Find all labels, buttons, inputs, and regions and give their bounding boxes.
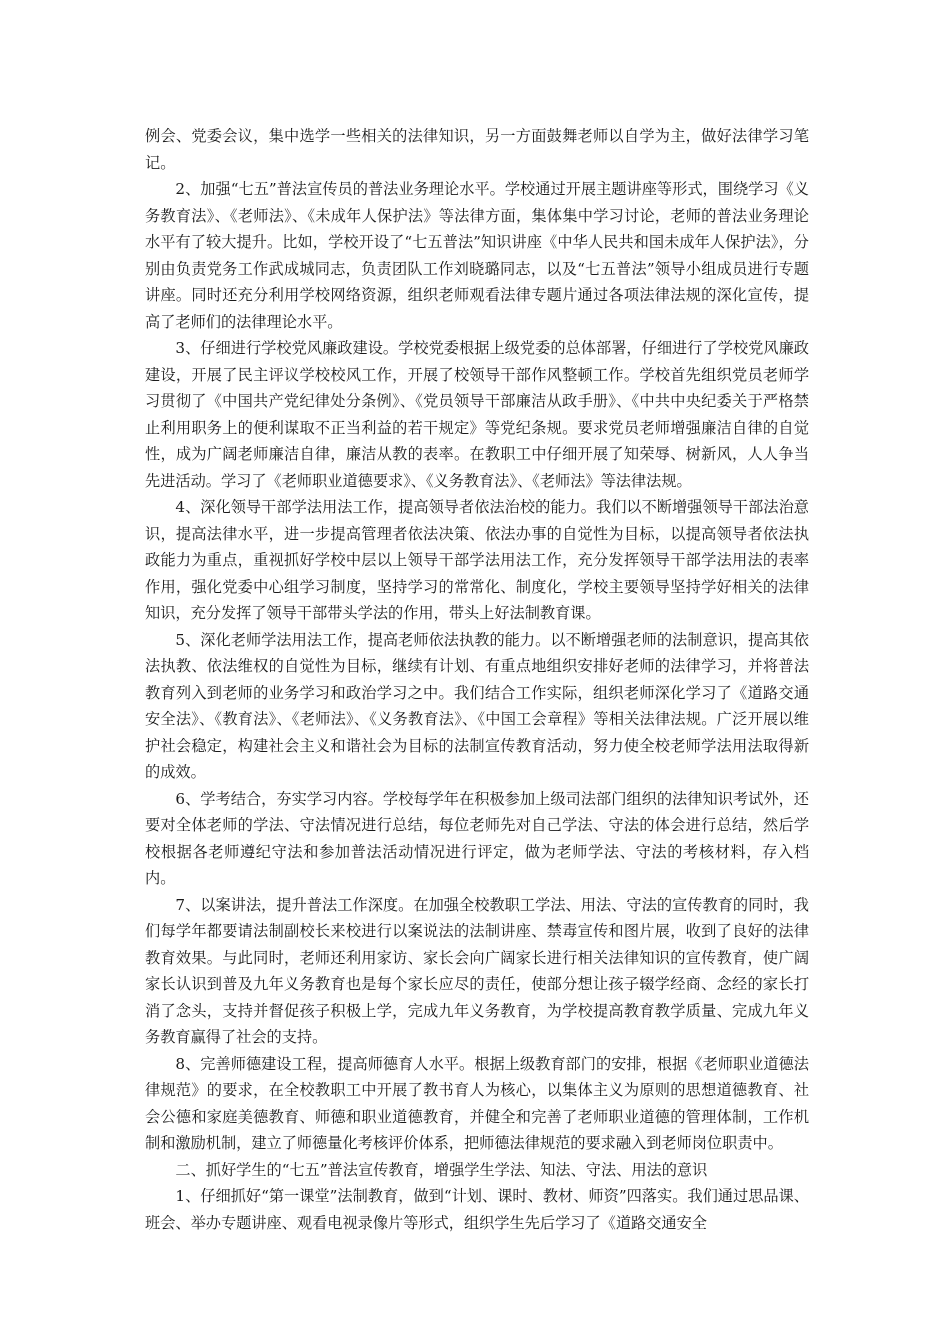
paragraph-item-5: 5、深化老师学法用法工作，提高老师依法执教的能力。以不断增强老师的法制意识，提高其依法执教、依法维权的自觉性为目标，继续有计划、有重点地组织安排好老师的法律学习，并将普法教育列入到老师的业务学习和政治学习之中。我们结合工作实际，组织老师深化学习了《道路交通安全法》、《教育法》、《老师法》、《义务教育法》、《中国工会章程》等相关法律法规。广泛开展以维护社会稳定，构建社会主义和谐社会为目标的法制宣传教育活动，努力使全校老师学法用法取得新的成效。 [145, 630, 809, 781]
paragraph-item-3: 3、仔细进行学校党风廉政建设。学校党委根据上级党委的总体部署，仔细进行了学校党风廉政建设，开展了民主评议学校校风工作，开展了校领导干部作风整顿工作。学校首先组织党员老师学习贯彻了《中国共产党纪律处分条例》、《党员领导干部廉洁从政手册》、《中共中央纪委关于严格禁止利用职务上的便利谋取不正当利益的若干规定》等党纪条规。要求党员老师增强廉洁自律的自觉性，成为广阔老师廉洁自律，廉洁从教的表率。在教职工中仔细开展了知荣辱、树新风，人人争当先进活动。学习了《老师职业道德要求》、《义务教育法》、《老师法》等法律法规。 [145, 339, 809, 490]
paragraph-item-2: 2、加强“七五”普法宣传员的普法业务理论水平。学校通过开展主题讲座等形式，围绕学习《义务教育法》、《老师法》、《未成年人保护法》等法律方面，集体集中学习讨论，老师的普法业务理论水平有了较大提升。比如，学校开设了“七五普法”知识讲座《中华人民共和国未成年人保护法》，分别由负责党务工作武成城同志，负责团队工作刘晓璐同志，以及“七五普法”领导小组成员进行专题讲座。同时还充分利用学校网络资源，组织老师观看法律专题片通过各项法律法规的深化宣传，提高了老师们的法律理论水平。 [145, 180, 809, 331]
document-body [145, 123, 809, 1236]
paragraph-item-7: 7、以案讲法，提升普法工作深度。在加强全校教职工学法、用法、守法的宣传教育的同时，我们每学年都要请法制副校长来校进行以案说法的法制讲座、禁毒宣传和图片展，收到了良好的法律教育效果。与此同时，老师还利用家访、家长会向广阔家长进行相关法律知识的宣传教育，使广阔家长认识到普及九年义务教育也是每个家长应尽的责任，使部分想让孩子辍学经商、念经的家长打消了念头，支持并督促孩子积极上学，完成九年义务教育，为学校提高教育教学质量、完成九年义务教育赢得了社会的支持。 [145, 895, 809, 1046]
paragraph-item-6: 6、学考结合，夯实学习内容。学校每学年在积极参加上级司法部门组织的法律知识考试外，还要对全体老师的学法、守法情况进行总结，每位老师先对自己学法、守法的体会进行总结，然后学校根据各老师遵纪守法和参加普法活动情况进行评定，做为老师学法、守法的考核材料，存入档内。 [145, 789, 809, 887]
section-heading-2: 二、抓好学生的“七五”普法宣传教育，增强学生学法、知法、守法、用法的意识 [175, 1160, 708, 1179]
paragraph-section2-item-1: 1、仔细抓好“第一课堂”法制教育，做到“计划、课时、教材、师资”四落实。我们通过思品课、班会、举办专题讲座、观看电视录像片等形式，组织学生先后学习了《道路交通安全 [145, 1187, 809, 1232]
paragraph-item-8: 8、完善师德建设工程，提高师德育人水平。根据上级教育部门的安排，根据《老师职业道德法律规范》的要求，在全校教职工中开展了教书育人为核心，以集体主义为原则的思想道德教育、社会公德和家庭美德教育、师德和职业道德教育，并健全和完善了老师职业道德的管理体制，工作机制和激励机制，建立了师德量化考核评价体系，把师德法律规范的要求融入到老师岗位职责中。 [145, 1054, 809, 1152]
paragraph-item-4: 4、深化领导干部学法用法工作，提高领导者依法治校的能力。我们以不断增强领导干部法治意识，提高法律水平，进一步提高管理者依法决策、依法办事的自觉性为目标，以提高领导者依法执政能力为重点，重视抓好学校中层以上领导干部学法用法工作，充分发挥领导干部学法用法的表率作用，强化党委中心组学习制度，坚持学习的常常化、制度化，学校主要领导坚持学好相关的法律知识，充分发挥了领导干部带头学法的作用，带头上好法制教育课。 [145, 498, 809, 622]
paragraph-continuation: 例会、党委会议，集中选学一些相关的法律知识，另一方面鼓舞老师以自学为主，做好法律学习笔记。 [145, 127, 809, 172]
